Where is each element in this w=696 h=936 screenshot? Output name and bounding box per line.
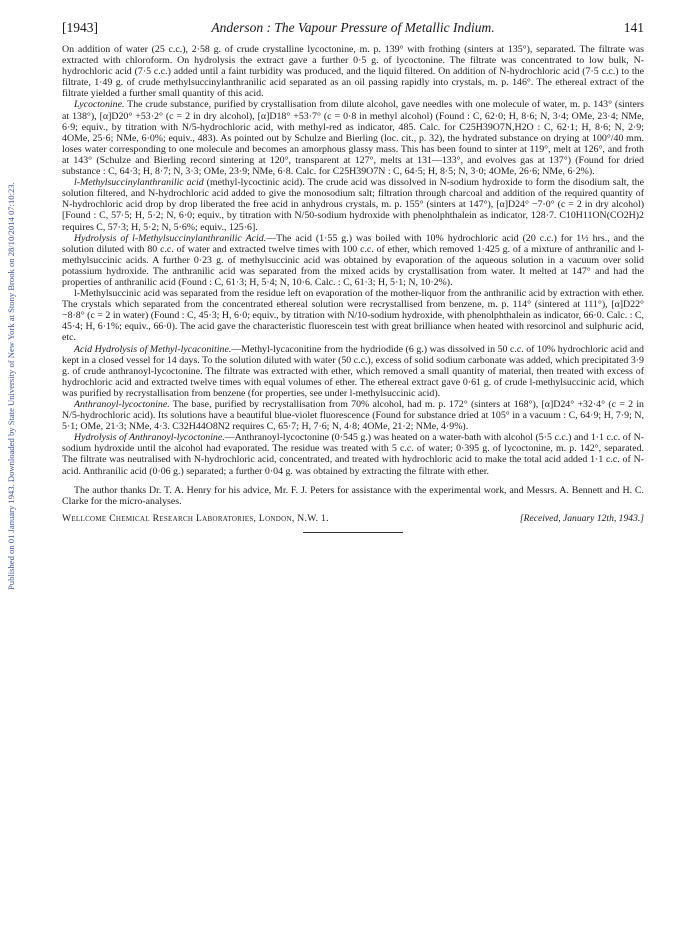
- paragraph: l-Methylsuccinic acid was separated from the residue left on evaporation of the mother-liquor from the anthranilic acid by extraction with ether. The crystals which separated from the concentrated ethereal solution were recrystallised from benzene, m. p. 114° (sintered at 111°), [α]D22° −8·8° (c = 2 in water) (Found : C, 45·3; H, 6·0; equiv., by titration with N/10-sodium hydroxide, with phenolphthalein as indicator, 66·0. Calc. : C, 45·4; H, 6·1%; equiv., 66·0). The acid gave the characteristic fluorescein test with great brilliance when heated with resorcinol and sulphuric acid, etc.: [62, 288, 644, 344]
- page-header: [62, 20, 644, 42]
- section-lead: Hydrolysis of l-Methylsuccinylanthranilic Acid.: [74, 232, 267, 244]
- acknowledgement: The author thanks Dr. T. A. Henry for his advice, Mr. F. J. Peters for assistance with the experimental work, and Messrs. A. Bennett and H. C. Clarke for the micro-analyses.: [62, 484, 644, 507]
- paragraph: Hydrolysis of Anthranoyl-lycoctonine.—Anthranoyl-lycoctonine (0·545 g.) was heated on a water-bath with alcohol (5·5 c.c.) and 1·1 c.c. of N-sodium hydroxide until the alcohol had evaporated. The residue was treated with 5 c.c. of water; 0·395 g. of lycoctonine, m. p. 142°, separated. The filtrate was neutralised with N-hydrochloric acid, concentrated, and treated with hydrochloric acid to make the total acid added 1·1 c.c. of N-acid. Anthranilic acid (0·06 g.) separated; a further 0·04 g. was obtained by extracting the filtrate with ether.: [62, 432, 644, 477]
- side-note-text: Published on 01 January 1943. Downloaded by State University of New York at Stony Brook on 28/10/2014 07:10:23.: [6, 182, 16, 590]
- end-rule: [303, 532, 403, 533]
- section-lead: l-Methylsuccinylanthranilic acid: [74, 177, 204, 189]
- paragraph: On addition of water (25 c.c.), 2·58 g. of crude crystalline lycoctonine, m. p. 139° with frothing (sinters at 135°), separated. The filtrate was extracted with chloroform. On hydrolysis the extract gave a further 0·5 g. of lycoctonine. The filtrate was concentrated to low bulk, N-hydrochloric acid (7·5 c.c.) added until a faint turbidity was produced, and the liquid filtered. On addition of N-hydrochloric acid (7·5 c.c.) to the filtrate, 1·49 g. of crude methylsuccinylanthranilic acid separated as an oil passing rapidly into crystals, m. p. 146°. The ethereal extract of the filtrate yielded a further small quantity of this acid.: [62, 44, 644, 100]
- page-number: 141: [623, 20, 644, 35]
- section-lead: Anthranoyl-lycoctonine.: [74, 399, 170, 410]
- section-lead: Acid Hydrolysis of Methyl-lycaconitine.: [74, 343, 232, 355]
- article-footer: [62, 513, 644, 524]
- article-body: [62, 44, 644, 533]
- paragraph: l-Methylsuccinylanthranilic acid (methyl-lycoctinic acid). The crude acid was dissolved in N-sodium hydroxide to form the disodium salt, the solution filtered, and N-hydrochloric acid added to give the monosodium salt; filtration through charcoal and addition of the required quantity of N-hydrochloric acid drop by drop liberated the free acid in anhydrous crystals, m. p. 155° (sinters at 147°), [α]D24° −7·0° (c = 2 in dry alcohol) [Found : C, 57·5; H, 5·2; N, 6·0; equiv., by titration with N/50-sodium hydroxide with phenolphthalein as indicator, 128·7. C10H11ON(CO2H)2 requires C, 57·3; H, 5·2; N, 5·6%; equiv., 125·6].: [62, 177, 644, 233]
- paragraph: Anthranoyl-lycoctonine. The base, purified by recrystallisation from 70% alcohol, had m. p. 172° (sinters at 168°), [α]D24° +32·4° (c = 2 in N/5-hydrochloric acid). Its solutions have a beautiful blue-violet fluorescence (Found for substance dried at 105° in a vacuum : C, 64·9; H, 7·9; N, 5·1; OMe, 21·3; NMe, 4·3. C32H44O8N2 requires C, 65·7; H, 7·6; N, 4·8; 4OMe, 21·2; NMe, 4·9%).: [62, 399, 644, 433]
- paragraph: Acid Hydrolysis of Methyl-lycaconitine.—Methyl-lycaconitine from the hydriodide (6 g.) was dissolved in 50 c.c. of 10% hydrochloric acid and kept in a closed vessel for 14 days. To the solution diluted with water (50 c.c.), excess of solid sodium carbonate was added, which precipitated 3·9 g. of crude anthranoyl-lycoctonine. The filtrate was extracted with ether, which removed a small quantity of material, then treated with excess of hydrochloric acid and extracted twelve times with equal volumes of ether. The ethereal extract gave 0·61 g. of crude l-methylsuccinic acid, which was purified by recrystallisation from benzene (for properties, see under l-methylsuccinic acid).: [62, 343, 644, 399]
- laboratory-address: Wellcome Chemical Research Laboratories, London, N.W. 1.: [62, 512, 329, 524]
- publication-side-note: [4, 30, 18, 590]
- header-title: Anderson : The Vapour Pressure of Metallic Indium.: [211, 20, 495, 35]
- paragraph: Lycoctonine. The crude substance, purified by crystallisation from dilute alcohol, gave needles with one molecule of water, m. p. 143° (sinters at 138°), [α]D20° +53·2° (c = 2 in dry alcohol), [α]D18° +53·7° (c = 0·8 in methyl alcohol) (Found : C, 62·0; H, 8·6; N, 3·4; OMe, 23·4; NMe, 6·9; equiv., by titration with N/5-hydrochloric acid, with methyl-red as indicator, 485. Calc. for C25H39O7N,H2O : C, 62·1; H, 8·6; N, 2·9; 4OMe, 25·6; NMe, 6·0%; equiv., 483). As pointed out by Schulze and Bierling (loc. cit., p. 32), the hydrated substance on drying at 100°/40 mm. loses water corresponding to one molecule and becomes an amorphous glassy mass. This has been found to sinter at 119°, melt at 126°, and froth at 143° (Schulze and Bierling record sintering at 120°, transparent at 127°, melts at 131—133°, and evolves gas at 137°) (Found for dried substance : C, 64·3; H, 8·7; N, 3·3; OMe, 23·9; NMe, 6·8. Calc. for C25H39O7N : C, 64·5; H, 8·5; N, 3·0; 4OMe, 26·6; NMe, 6·2%).: [62, 99, 644, 178]
- header-year: [1943]: [62, 20, 98, 35]
- section-lead: Hydrolysis of Anthranoyl-lycoctonine.: [74, 432, 225, 444]
- section-lead: Lycoctonine.: [74, 99, 125, 111]
- received-date: [Received, January 12th, 1943.]: [519, 512, 644, 524]
- paragraph: Hydrolysis of l-Methylsuccinylanthranilic Acid.—The acid (1·55 g.) was boiled with 10% hydrochloric acid (20 c.c.) for 1½ hrs., and the solution diluted with 80 c.c. of water and extracted twelve times with 100 c.c. of ether, which removed 1·425 g. of a mixture of anthranilic and l-methylsuccinic acids. A further 0·23 g. of methylsuccinic acid was obtained by evaporation of the aqueous solution in a vacuum over solid potassium hydroxide. The anthranilic acid was separated from the mixed acids by crystallisation from water. It melted at 147° and had the properties of anthranilic acid (Found : C, 61·3; H, 5·4; N, 10·6. Calc. : C, 61·3; H, 5·1; N, 10·2%).: [62, 232, 644, 288]
